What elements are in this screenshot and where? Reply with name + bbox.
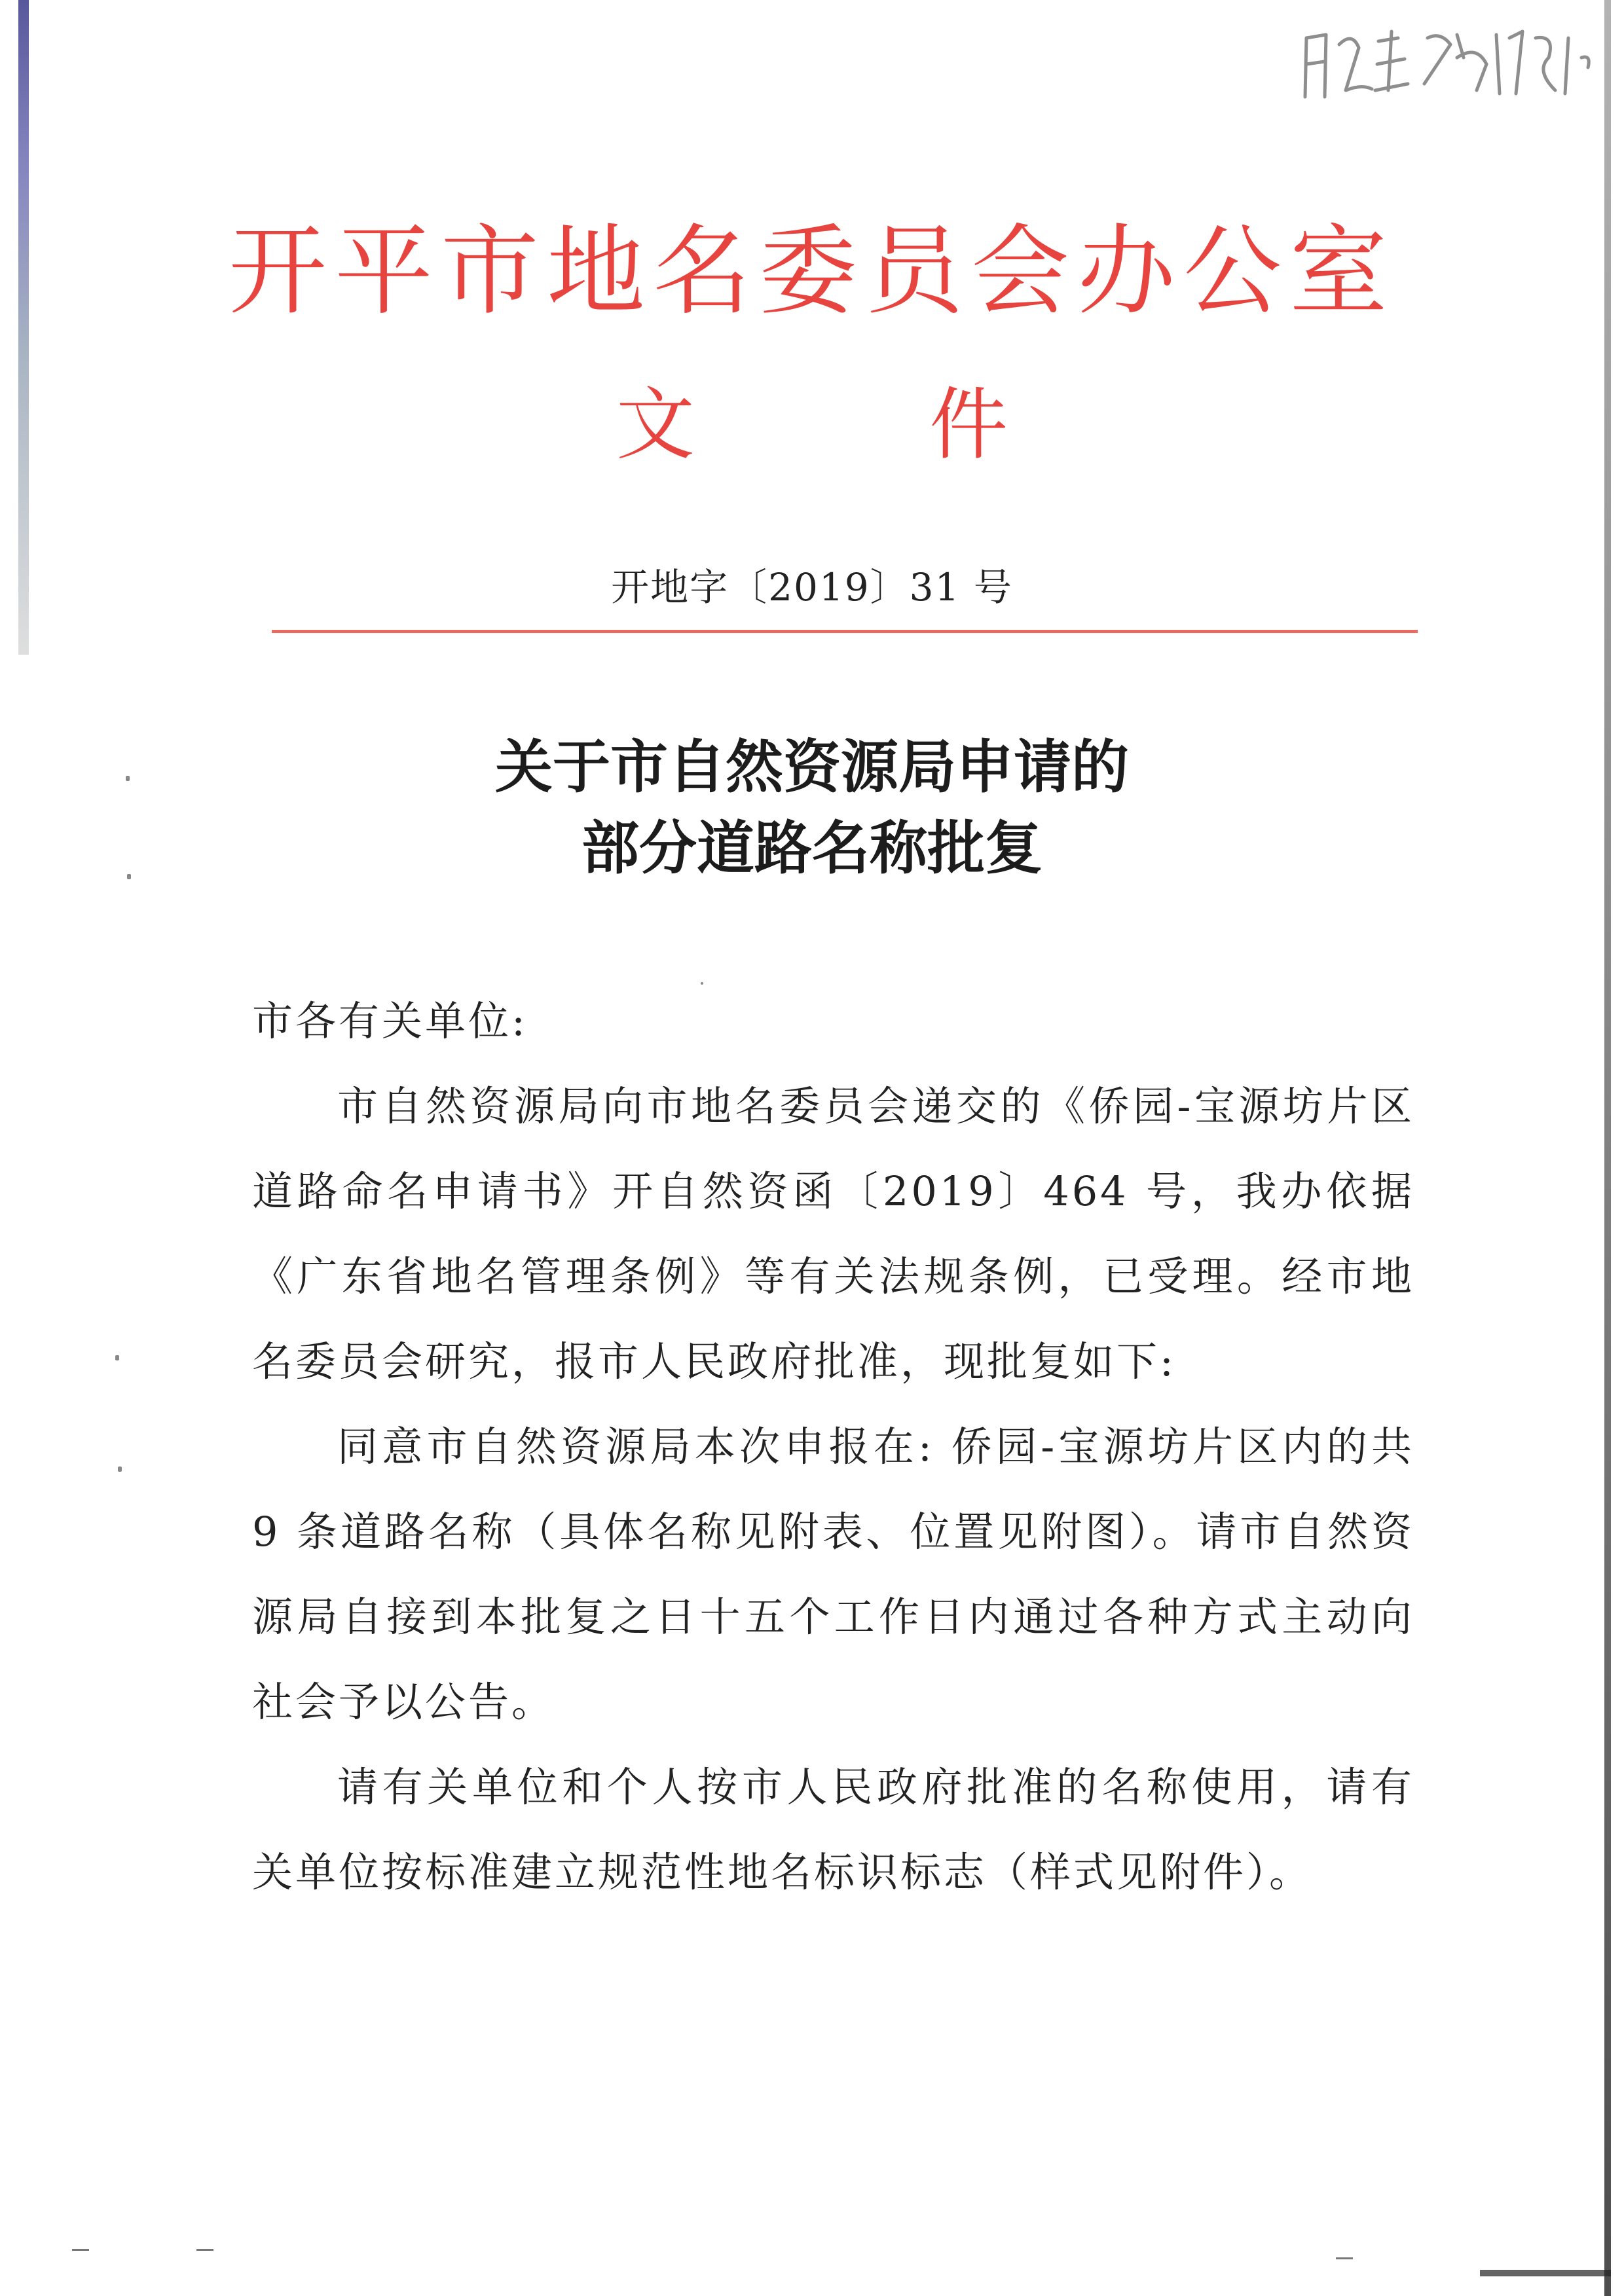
handwritten-signature	[1300, 18, 1614, 110]
scan-edge-right	[1604, 0, 1611, 2296]
scan-mark	[1336, 2257, 1353, 2259]
scan-mark	[72, 2249, 89, 2251]
salutation: 市各有关单位:	[252, 997, 528, 1045]
scan-edge-bottom	[1480, 2270, 1611, 2276]
body-paragraph-3: 请有关单位和个人按市人民政府批准的名称使用，请有关单位按标准建立规范性地名标识标志（样式见附件）。	[252, 1763, 1414, 1896]
document-title	[0, 727, 1624, 889]
title-line-1: 关于市自然资源局申请的	[494, 733, 1129, 801]
red-separator-rule	[272, 630, 1418, 633]
issuing-office-name: 开平市地名委员会办公室	[228, 215, 1395, 329]
document-body	[252, 979, 1414, 1915]
document-type-label: 文 件	[616, 380, 1113, 471]
title-line-2: 部分道路名称批复	[581, 814, 1043, 882]
scan-mark	[196, 2249, 213, 2251]
scan-edge-left	[18, 0, 29, 655]
body-paragraph-1: 市自然资源局向市地名委员会递交的《侨园-宝源坊片区道路命名申请书》开自然资函〔2019〕464 号，我办依据《广东省地名管理条例》等有关法规条例，已受理。经市地名委员会研究，报市人民政府批准，现批复如下:	[252, 1082, 1414, 1385]
document-number: 开地字〔2019〕31 号	[611, 565, 1013, 610]
body-paragraph-2: 同意市自然资源局本次申报在: 侨园-宝源坊片区内的共 9 条道路名称（具体名称见附表、位置见附图）。请市自然资源局自接到本批复之日十五个工作日内通过各种方式主动向社会予以公告。	[252, 1423, 1414, 1726]
